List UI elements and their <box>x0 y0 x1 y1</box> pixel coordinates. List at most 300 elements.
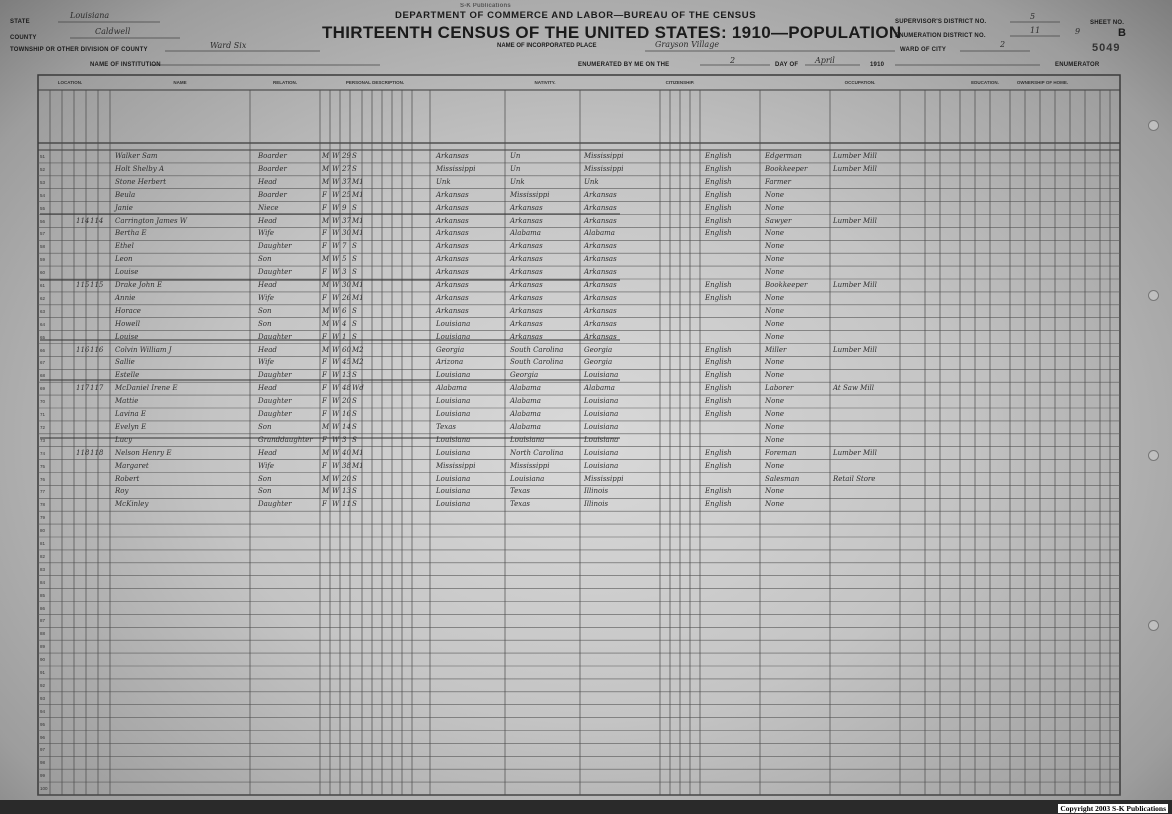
cell-trade: Bookkeeper <box>765 164 808 173</box>
cell-race: W <box>332 371 340 380</box>
cell-relation: Son <box>258 319 272 328</box>
cell-trade: None <box>765 190 784 199</box>
education-heading: EDUCATION. <box>971 80 999 85</box>
cell-name: Holt Shelby A <box>115 164 164 173</box>
cell-relation: Head <box>258 345 277 354</box>
row-number: 71 <box>40 412 46 417</box>
cell-race: W <box>332 268 340 277</box>
cell-marital: S <box>352 410 357 418</box>
row-number: 74 <box>40 450 46 456</box>
county-label: COUNTY <box>10 35 37 41</box>
enumerator-label: ENUMERATOR <box>1055 62 1100 68</box>
cell-trade: None <box>765 358 784 367</box>
cell-father: Arkansas <box>510 242 543 251</box>
cell-race: W <box>332 293 340 302</box>
sheet-value: 9 <box>1075 27 1081 36</box>
cell-marital: S <box>352 487 357 496</box>
cell-family: 115 <box>90 281 104 289</box>
cell-sex: F <box>322 203 327 212</box>
cell-sex: M <box>322 216 330 225</box>
cell-name: Margaret <box>115 461 149 470</box>
cell-name: Sallie <box>115 358 135 367</box>
row-number: 89 <box>40 644 46 650</box>
cell-birth: Arkansas <box>436 216 469 225</box>
cell-marital: S <box>352 435 357 444</box>
enumeration-label: ENUMERATION DISTRICT NO. <box>895 33 986 39</box>
cell-age: 20 <box>342 397 351 406</box>
cell-dwelling: 118 <box>76 448 90 457</box>
state-label: STATE <box>10 19 30 25</box>
cell-industry: Retail Store <box>833 474 876 483</box>
cell-father: Mississippi <box>510 190 550 199</box>
cell-mother: Arkansas <box>584 332 617 341</box>
cell-race: W <box>332 410 340 418</box>
row-number: 72 <box>40 424 46 430</box>
cell-name: Estelle <box>115 371 140 380</box>
county-value: Caldwell <box>95 27 131 36</box>
cell-race: W <box>332 255 340 264</box>
cell-race: W <box>332 461 340 470</box>
township-label: TOWNSHIP OR OTHER DIVISION OF COUNTY <box>10 47 148 53</box>
cell-race: W <box>332 203 340 212</box>
cell-father: Texas <box>510 487 530 496</box>
cell-father: Arkansas <box>510 216 543 225</box>
row-number: 78 <box>40 502 46 508</box>
cell-mother: Illinois <box>584 500 609 509</box>
cell-birth: Louisiana <box>436 410 471 418</box>
cell-name: Walker Sam <box>115 152 158 160</box>
cell-name: Roy <box>115 487 129 496</box>
cell-father: South Carolina <box>510 345 564 354</box>
cell-age: 3 <box>342 268 347 277</box>
cell-marital: M1 <box>352 461 364 470</box>
cell-father: Mississippi <box>510 461 550 470</box>
cell-father: Un <box>510 164 521 173</box>
cell-father: Arkansas <box>510 203 543 212</box>
cell-birth: Arkansas <box>436 306 469 315</box>
cell-birth: Louisiana <box>436 474 471 483</box>
cell-marital: M2 <box>352 345 364 354</box>
cell-name: Drake John E <box>115 281 163 289</box>
cell-birth: Arkansas <box>436 293 469 302</box>
cell-sex: M <box>322 164 330 173</box>
cell-sex: F <box>322 397 327 406</box>
cell-trade: None <box>765 410 784 418</box>
row-number: 53 <box>40 179 46 185</box>
cell-name: Howell <box>115 319 140 328</box>
cell-trade: Farmer <box>765 177 792 186</box>
cell-father: Unk <box>510 177 525 186</box>
cell-sex: M <box>322 487 330 496</box>
cell-family: 117 <box>90 384 104 393</box>
cell-marital: S <box>352 152 357 160</box>
cell-relation: Son <box>258 306 272 315</box>
cell-age: 1 <box>342 332 347 341</box>
cell-marital: M1 <box>352 216 364 225</box>
cell-language: English <box>705 410 732 418</box>
cell-trade: Laborer <box>765 384 794 393</box>
copyright-notice: Copyright 2003 S-K Publications <box>1060 804 1166 813</box>
cell-name: Stone Herbert <box>115 177 167 186</box>
cell-birth: Unk <box>436 177 451 186</box>
cell-language: English <box>705 229 732 238</box>
cell-relation: Daughter <box>258 268 292 277</box>
cell-father: Arkansas <box>510 332 543 341</box>
cell-age: 7 <box>342 242 347 251</box>
cell-birth: Louisiana <box>436 397 471 406</box>
cell-relation: Wife <box>258 293 275 302</box>
cell-marital: S <box>352 371 357 380</box>
cell-relation: Boarder <box>258 164 287 173</box>
cell-trade: None <box>765 203 784 212</box>
cell-trade: None <box>765 461 784 470</box>
institution-label: NAME OF INSTITUTION <box>90 62 161 68</box>
cell-race: W <box>332 190 340 199</box>
cell-sex: M <box>322 255 330 264</box>
cell-race: W <box>332 345 340 354</box>
cell-marital: M2 <box>352 358 364 367</box>
row-number: 60 <box>40 270 46 276</box>
cell-age: 14 <box>342 422 351 431</box>
cell-mother: Mississippi <box>584 164 624 173</box>
cell-sex: M <box>322 345 330 354</box>
cell-marital: M1 <box>352 177 364 186</box>
row-number: 62 <box>40 295 46 301</box>
cell-birth: Arkansas <box>436 242 469 251</box>
cell-father: Georgia <box>510 371 539 380</box>
cell-birth: Louisiana <box>436 332 471 341</box>
cell-father: Louisiana <box>510 435 545 444</box>
row-number: 91 <box>40 670 46 675</box>
row-number: 56 <box>40 218 46 224</box>
cell-age: 29 <box>342 152 351 160</box>
cell-age: 26 <box>342 293 351 302</box>
department-heading: DEPARTMENT OF COMMERCE AND LABOR—BUREAU OF THE CENSUS <box>395 10 757 21</box>
cell-mother: Georgia <box>584 345 613 354</box>
township-value: Ward Six <box>210 41 247 50</box>
cell-mother: Louisiana <box>584 435 619 444</box>
cell-name: Leon <box>115 255 133 264</box>
cell-marital: S <box>352 242 357 251</box>
row-number: 64 <box>40 321 46 327</box>
row-number: 93 <box>40 695 46 701</box>
watermark: S-K Publications <box>460 3 511 9</box>
cell-marital: S <box>352 268 357 277</box>
cell-race: W <box>332 177 340 186</box>
cell-age: 20 <box>342 474 351 483</box>
cell-birth: Louisiana <box>436 500 471 509</box>
cell-industry: Lumber Mill <box>833 152 877 160</box>
cell-dwelling: 115 <box>76 281 90 289</box>
cell-language: English <box>705 461 732 470</box>
cell-marital: S <box>352 474 357 483</box>
cell-marital: S <box>352 203 357 212</box>
cell-father: Arkansas <box>510 255 543 264</box>
cell-language: English <box>705 190 732 199</box>
cell-marital: M1 <box>352 281 364 289</box>
cell-race: W <box>332 435 340 444</box>
cell-mother: Alabama <box>584 229 615 238</box>
cell-language: English <box>705 500 732 509</box>
cell-family: 114 <box>90 216 104 225</box>
cell-relation: Daughter <box>258 371 292 380</box>
cell-industry: Lumber Mill <box>833 345 877 354</box>
cell-language: English <box>705 293 732 302</box>
cell-father: Alabama <box>510 397 541 406</box>
cell-age: 37 <box>342 216 351 225</box>
cell-birth: Louisiana <box>436 487 471 496</box>
cell-mother: Arkansas <box>584 281 617 289</box>
row-number: 61 <box>40 283 46 288</box>
row-number: 68 <box>40 373 46 379</box>
cell-family: 116 <box>90 345 104 354</box>
cell-age: 45 <box>342 358 351 367</box>
supervisor-value: 5 <box>1030 12 1036 21</box>
cell-age: 38 <box>342 461 351 470</box>
cell-age: 4 <box>342 319 347 328</box>
cell-name: McKinley <box>115 500 149 509</box>
cell-marital: M1 <box>352 293 364 302</box>
stamp-number: 5049 <box>1092 42 1121 54</box>
row-number: 82 <box>40 553 46 559</box>
cell-birth: Georgia <box>436 345 465 354</box>
cell-dwelling: 116 <box>76 345 90 354</box>
cell-sex: M <box>322 281 330 289</box>
cell-name: Robert <box>115 474 140 483</box>
cell-marital: M1 <box>352 190 364 199</box>
cell-sex: F <box>322 358 327 367</box>
day-of-label: DAY OF <box>775 62 799 68</box>
cell-marital: Wd <box>352 384 364 393</box>
cell-language: English <box>705 448 732 457</box>
cell-race: W <box>332 487 340 496</box>
cell-relation: Granddaughter <box>258 435 313 444</box>
ownership-heading: OWNERSHIP OF HOME. <box>1016 80 1069 85</box>
row-number: 52 <box>40 166 46 172</box>
supervisor-label: SUPERVISOR'S DISTRICT NO. <box>895 19 987 25</box>
cell-mother: Arkansas <box>584 203 617 212</box>
cell-race: W <box>332 448 340 457</box>
row-number: 81 <box>40 541 46 546</box>
cell-age: 48 <box>342 384 351 393</box>
cell-relation: Son <box>258 487 272 496</box>
cell-sex: F <box>322 190 327 199</box>
row-number: 57 <box>40 231 46 237</box>
cell-language: English <box>705 152 732 160</box>
row-number: 66 <box>40 347 46 353</box>
name-heading: NAME <box>173 80 187 85</box>
cell-sex: F <box>322 384 327 393</box>
row-number: 54 <box>40 192 46 198</box>
cell-sex: M <box>322 306 330 315</box>
cell-industry: Lumber Mill <box>833 164 877 173</box>
enumerated-label: ENUMERATED BY ME ON THE <box>578 62 670 68</box>
cell-mother: Louisiana <box>584 410 619 418</box>
cell-sex: M <box>322 422 330 431</box>
cell-relation: Daughter <box>258 397 292 406</box>
cell-trade: None <box>765 422 784 431</box>
cell-relation: Son <box>258 255 272 264</box>
cell-name: Horace <box>115 306 141 315</box>
cell-marital: S <box>352 306 357 315</box>
cell-trade: None <box>765 435 784 444</box>
row-number: 51 <box>40 154 46 159</box>
cell-father: Arkansas <box>510 293 543 302</box>
cell-trade: None <box>765 397 784 406</box>
cell-sex: F <box>322 500 327 509</box>
cell-race: W <box>332 332 340 341</box>
cell-mother: Louisiana <box>584 461 619 470</box>
cell-birth: Mississippi <box>436 164 476 173</box>
cell-age: 13 <box>342 371 351 380</box>
cell-trade: None <box>765 371 784 380</box>
cell-language: English <box>705 164 732 173</box>
cell-age: 3 <box>342 435 347 444</box>
row-number: 77 <box>40 489 46 495</box>
cell-mother: Louisiana <box>584 397 619 406</box>
cell-language: English <box>705 397 732 406</box>
cell-sex: F <box>322 461 327 470</box>
sheet-label: SHEET NO. <box>1090 20 1125 26</box>
cell-relation: Head <box>258 177 277 186</box>
row-number: 80 <box>40 528 46 534</box>
cell-sex: M <box>322 177 330 186</box>
cell-father: Un <box>510 152 521 160</box>
row-number: 59 <box>40 257 46 263</box>
cell-age: 30 <box>342 281 351 289</box>
cell-mother: Louisiana <box>584 422 619 431</box>
cell-relation: Head <box>258 384 277 393</box>
cell-name: Beula <box>115 190 136 199</box>
cell-birth: Texas <box>436 422 456 431</box>
cell-age: 30 <box>342 229 351 238</box>
cell-dwelling: 117 <box>76 384 90 393</box>
cell-trade: Miller <box>765 345 787 354</box>
cell-name: Annie <box>115 293 136 302</box>
place-value: Grayson Village <box>655 40 720 49</box>
cell-birth: Arkansas <box>436 281 469 289</box>
cell-birth: Arkansas <box>436 229 469 238</box>
cell-race: W <box>332 242 340 251</box>
sheet-side: B <box>1118 27 1126 39</box>
row-number: 70 <box>40 399 46 405</box>
cell-trade: None <box>765 500 784 509</box>
cell-birth: Mississippi <box>436 461 476 470</box>
row-number: 100 <box>40 786 48 792</box>
cell-language: English <box>705 345 732 354</box>
cell-marital: S <box>352 164 357 173</box>
cell-family: 118 <box>90 448 104 457</box>
cell-marital: S <box>352 397 357 406</box>
cell-father: Alabama <box>510 384 541 393</box>
cell-name: Mattie <box>115 397 139 406</box>
cell-sex: M <box>322 152 330 160</box>
cell-race: W <box>332 384 340 393</box>
cell-name: Lavina E <box>115 410 147 418</box>
cell-trade: None <box>765 306 784 315</box>
state-value: Louisiana <box>70 11 110 20</box>
cell-trade: None <box>765 268 784 277</box>
cell-relation: Wife <box>258 461 275 470</box>
row-number: 73 <box>40 437 46 443</box>
cell-birth: Louisiana <box>436 435 471 444</box>
cell-trade: None <box>765 255 784 264</box>
cell-trade: None <box>765 487 784 496</box>
cell-race: W <box>332 358 340 367</box>
cell-father: Arkansas <box>510 268 543 277</box>
cell-sex: F <box>322 229 327 238</box>
cell-name: Bertha E <box>115 229 147 238</box>
cell-trade: Sawyer <box>765 216 792 225</box>
cell-name: Louise <box>115 268 139 277</box>
cell-birth: Arizona <box>436 358 464 367</box>
cell-father: Alabama <box>510 422 541 431</box>
row-number: 98 <box>40 760 46 766</box>
cell-sex: F <box>322 293 327 302</box>
cell-trade: Foreman <box>765 448 797 457</box>
cell-industry: Lumber Mill <box>833 216 877 225</box>
cell-father: Alabama <box>510 229 541 238</box>
date-day-value: 2 <box>730 56 736 65</box>
cell-relation: Daughter <box>258 242 292 251</box>
row-number: 65 <box>40 334 46 340</box>
cell-relation: Head <box>258 281 277 289</box>
cell-sex: M <box>322 319 330 328</box>
cell-sex: F <box>322 435 327 444</box>
cell-language: English <box>705 203 732 212</box>
cell-sex: F <box>322 242 327 251</box>
ward-label: WARD OF CITY <box>900 47 947 53</box>
cell-relation: Wife <box>258 229 275 238</box>
row-number: 84 <box>40 579 46 585</box>
cell-birth: Arkansas <box>436 152 469 160</box>
cell-relation: Daughter <box>258 332 292 341</box>
row-number: 95 <box>40 721 46 727</box>
row-number: 75 <box>40 463 46 469</box>
cell-relation: Son <box>258 474 272 483</box>
cell-mother: Mississippi <box>584 474 624 483</box>
cell-name: McDaniel Irene E <box>115 384 178 393</box>
cell-age: 6 <box>342 306 347 315</box>
cell-language: English <box>705 216 732 225</box>
cell-mother: Arkansas <box>584 319 617 328</box>
cell-birth: Arkansas <box>436 268 469 277</box>
cell-race: W <box>332 319 340 328</box>
cell-age: 5 <box>342 255 347 264</box>
cell-trade: None <box>765 332 784 341</box>
location-heading: LOCATION. <box>57 80 83 85</box>
cell-race: W <box>332 164 340 173</box>
cell-mother: Arkansas <box>584 293 617 302</box>
cell-relation: Head <box>258 216 277 225</box>
ward-value: 2 <box>1000 40 1006 49</box>
personal-heading: PERSONAL DESCRIPTION. <box>345 80 405 85</box>
binder-hole <box>1148 450 1159 461</box>
cell-trade: Edgerman <box>765 152 802 160</box>
cell-age: 13 <box>342 487 351 496</box>
cell-marital: M1 <box>352 229 364 238</box>
cell-mother: Illinois <box>584 487 609 496</box>
cell-industry: Lumber Mill <box>833 448 877 457</box>
cell-relation: Daughter <box>258 410 292 418</box>
cell-mother: Unk <box>584 177 599 186</box>
cell-marital: S <box>352 319 357 328</box>
row-number: 67 <box>40 360 46 366</box>
row-number: 83 <box>40 566 46 572</box>
cell-relation: Daughter <box>258 500 292 509</box>
cell-race: W <box>332 229 340 238</box>
year-label: 1910 <box>870 62 885 68</box>
